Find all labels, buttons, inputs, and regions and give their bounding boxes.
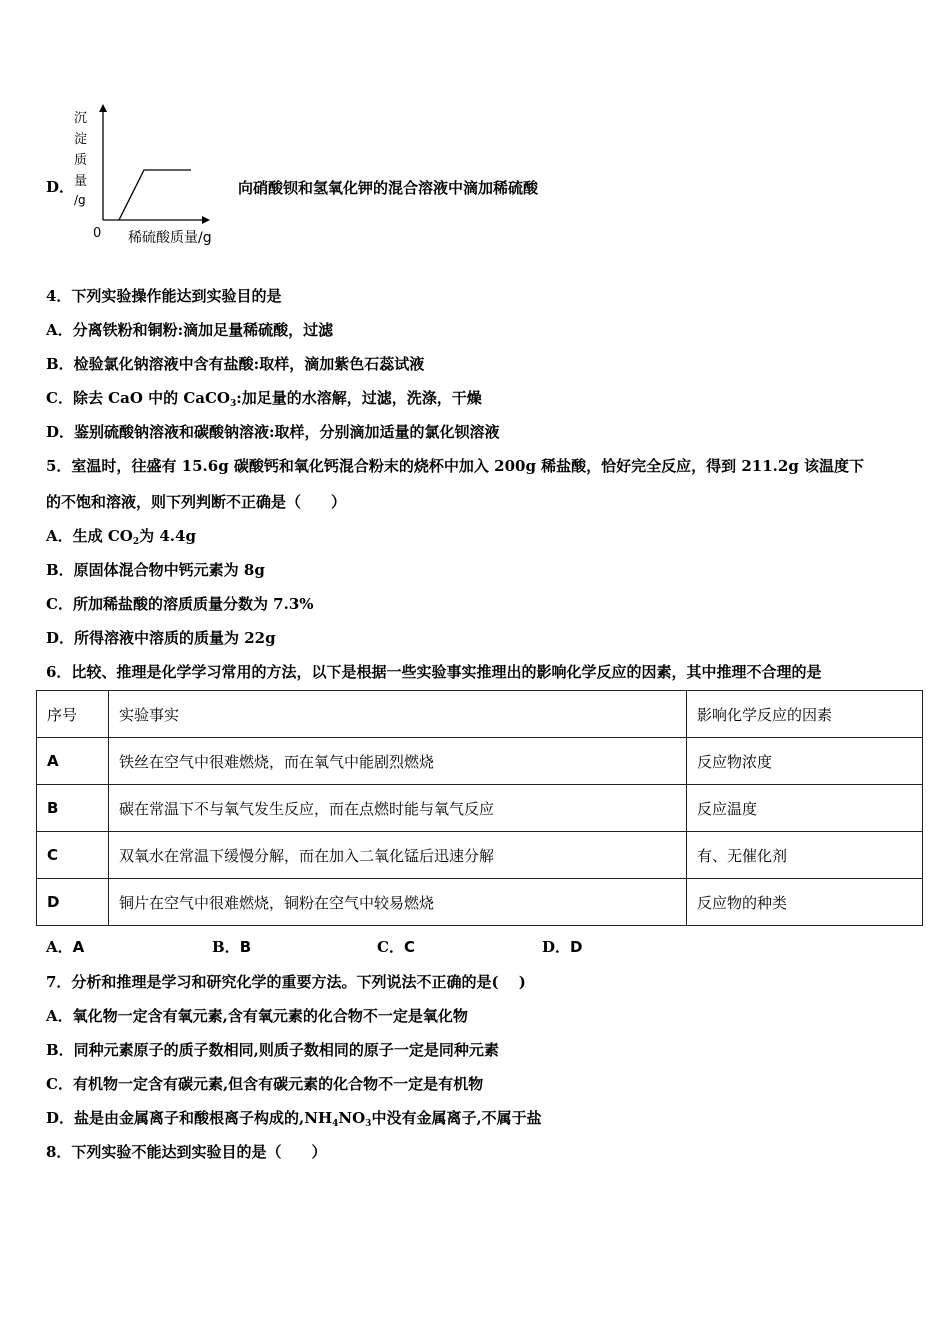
q6-option-a-value: A [72, 938, 85, 956]
q6-option-c [377, 936, 415, 957]
header-cell: 实验事实 [109, 691, 687, 738]
q4-option-a: A．分离铁粉和铜粉:滴加足量稀硫酸，过滤 [46, 321, 334, 339]
header-cell: 序号 [37, 691, 109, 738]
q7-option-b: B．同种元素原子的质子数相同,则质子数相同的原子一定是同种元素 [46, 1041, 499, 1059]
table-row [37, 738, 923, 785]
ylabel-char: 沉 [74, 111, 88, 126]
q5-option-d: D．所得溶液中溶质的质量为 22g [46, 629, 276, 647]
q4-option-c-pre: C．除去 CaO 中的 CaCO [46, 389, 230, 407]
q4-stem: 4．下列实验操作能达到实验目的是 [46, 287, 282, 305]
table-row [37, 785, 923, 832]
ylabel-unit: /g [74, 193, 86, 207]
origin-label: 0 [93, 226, 102, 241]
q3-option-d-text: 向硝酸钡和氢氧化钾的混合溶液中滴加稀硫酸 [238, 179, 539, 197]
q4-option-c [46, 388, 482, 414]
table-header-row [37, 691, 923, 738]
q3-graph [46, 100, 246, 250]
q7-option-d [46, 1108, 542, 1134]
q5-stem-line1: 5．室温时，往盛有 15.6g 碳酸钙和氧化钙混合粉末的烧杯中加入 200g 稀盐酸，恰好完全反应，得到 211.2g 该温度下 [46, 457, 865, 475]
q5-option-a [46, 526, 196, 552]
q6-option-b [212, 936, 251, 957]
q7-option-d-post: 中没有金属离子,不属于盐 [371, 1109, 542, 1127]
q5-option-a-post: 为 4.4g [139, 527, 196, 545]
row-fact: 碳在常温下不与氧气发生反应，而在点燃时能与氧气反应 [109, 785, 687, 832]
q7-option-c: C．有机物一定含有碳元素,但含有碳元素的化合物不一定是有机物 [46, 1075, 484, 1093]
ylabel-char: 质 [74, 153, 88, 168]
q6-option-a-label: A． [46, 938, 73, 956]
ylabel-char: 淀 [74, 132, 88, 147]
q6-option-b-value: B [239, 938, 252, 956]
xlabel: 稀硫酸质量/g [128, 230, 212, 246]
q6-option-c-value: C [403, 938, 415, 956]
row-id: C [37, 832, 109, 879]
row-id: A [37, 738, 109, 785]
row-fact: 双氧水在常温下缓慢分解，而在加入二氧化锰后迅速分解 [109, 832, 687, 879]
ylabel-char: 量 [74, 174, 88, 189]
row-id: D [37, 879, 109, 926]
q6-option-d-value: D [570, 938, 583, 956]
q4-option-c-post: :加足量的水溶解，过滤，洗涤，干燥 [236, 389, 482, 407]
q7-option-a: A．氧化物一定含有氧元素,含有氧元素的化合物不一定是氧化物 [46, 1007, 468, 1025]
q4-option-b: B．检验氯化钠溶液中含有盐酸:取样，滴加紫色石蕊试液 [46, 355, 425, 373]
q6-option-d [542, 936, 582, 957]
q5-option-c: C．所加稀盐酸的溶质质量分数为 7.3% [46, 595, 314, 613]
q6-option-d-label: D． [542, 938, 571, 956]
row-fact: 铁丝在空气中很难燃烧，而在氧气中能剧烈燃烧 [109, 738, 687, 785]
row-factor: 有、无催化剂 [687, 832, 923, 879]
q7-option-d-pre: D．盐是由金属离子和酸根离子构成的,NH [46, 1109, 333, 1127]
y-axis-arrow [99, 104, 107, 112]
q4-option-c-sub: 3 [230, 399, 237, 409]
precipitate-graph [46, 100, 246, 250]
row-factor: 反应物浓度 [687, 738, 923, 785]
q5-option-a-pre: A．生成 CO [46, 527, 133, 545]
q5-option-a-sub: 2 [132, 537, 140, 547]
q5-option-b: B．原固体混合物中钙元素为 8g [46, 561, 265, 579]
q4-option-d: D．鉴别硫酸钠溶液和碳酸钠溶液:取样，分别滴加适量的氯化钡溶液 [46, 423, 500, 441]
row-id: B [37, 785, 109, 832]
q8-stem: 8．下列实验不能达到实验目的是（ ） [46, 1143, 327, 1161]
x-axis-arrow [202, 216, 210, 224]
q7-option-d-mid: NO [338, 1109, 366, 1127]
row-fact: 铜片在空气中很难燃烧，铜粉在空气中较易燃烧 [109, 879, 687, 926]
row-factor: 反应物的种类 [687, 879, 923, 926]
q6-option-c-label: C． [377, 938, 404, 956]
q7-option-d-sub1: 4 [332, 1119, 339, 1129]
q6-table [36, 690, 923, 926]
q6-stem: 6．比较、推理是化学学习常用的方法，以下是根据一些实验事实推理出的影响化学反应的因素，其中推理不合理的是 [46, 663, 822, 681]
q7-stem: 7．分析和推理是学习和研究化学的重要方法。下列说法不正确的是( ) [46, 973, 526, 991]
row-factor: 反应温度 [687, 785, 923, 832]
q7-option-d-sub2: 3 [365, 1119, 372, 1129]
q6-option-b-label: B． [212, 938, 240, 956]
precipitate-curve [119, 170, 191, 220]
q6-option-a [46, 936, 84, 957]
q5-stem-line2: 的不饱和溶液，则下列判断不正确是（ ） [46, 493, 347, 511]
table-row [37, 879, 923, 926]
header-cell: 影响化学反应的因素 [687, 691, 923, 738]
table-row [37, 832, 923, 879]
q3-option-d-label: D． [46, 178, 75, 196]
